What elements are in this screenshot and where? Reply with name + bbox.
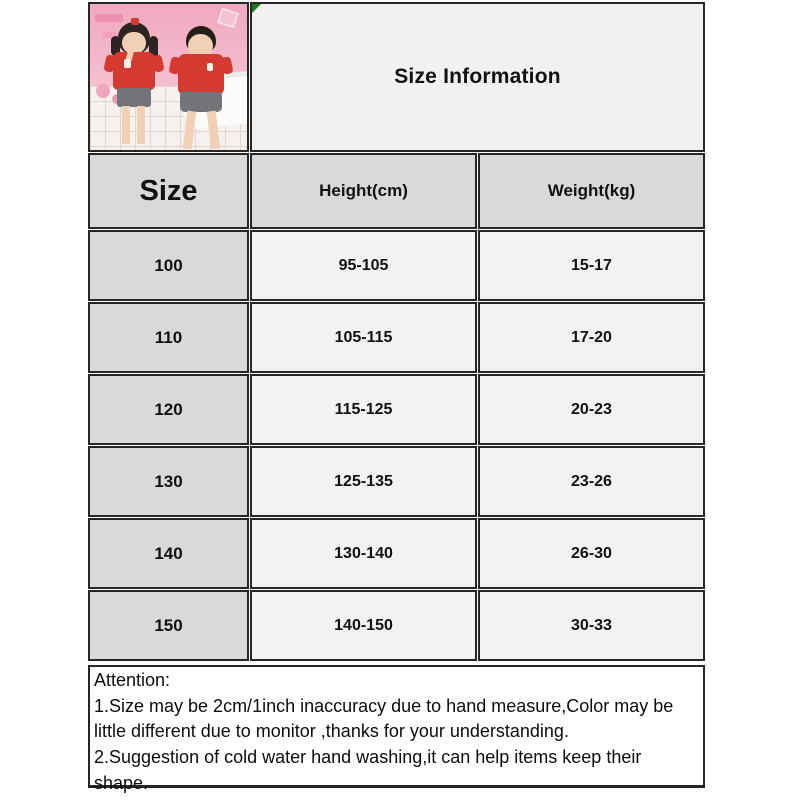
boy-face <box>188 34 213 56</box>
attention-note-2: 2.Suggestion of cold water hand washing,it can help items keep their shape. <box>94 747 642 793</box>
page-title: Size Information <box>394 65 561 88</box>
row-height-value: 125-135 <box>250 446 477 517</box>
column-header-height: Height(cm) <box>250 153 477 229</box>
row-height-value: 105-115 <box>250 302 477 373</box>
row-height-value: 95-105 <box>250 230 477 301</box>
size-table <box>88 2 705 661</box>
row-size-value: 120 <box>88 374 249 445</box>
column-header-weight: Weight(kg) <box>478 153 705 229</box>
girl-red-tshirt <box>113 52 155 90</box>
row-size-value: 140 <box>88 518 249 589</box>
size-information-title-cell <box>250 2 705 152</box>
girl-leg <box>137 106 145 144</box>
girl-leg <box>122 106 130 144</box>
row-weight-value: 15-17 <box>478 230 705 301</box>
pink-shelf <box>95 14 123 22</box>
tshirt-chest-print <box>207 63 213 71</box>
row-height-value: 140-150 <box>250 590 477 661</box>
girl-hair-bow <box>131 18 139 25</box>
column-header-size: Size <box>88 153 249 229</box>
attention-notes-box <box>88 665 705 793</box>
green-corner-marker-icon <box>252 4 261 13</box>
attention-title: Attention: <box>94 670 171 690</box>
product-photo <box>88 2 249 152</box>
row-size-value: 150 <box>88 590 249 661</box>
row-weight-value: 20-23 <box>478 374 705 445</box>
attention-note-1: 1.Size may be 2cm/1inch inaccuracy due to hand measure,Color may be little different due to monitor ,thanks for your understanding. <box>94 695 674 742</box>
girl-figure <box>104 22 166 150</box>
row-size-value: 130 <box>88 446 249 517</box>
size-chart-sheet <box>88 2 705 793</box>
row-size-value: 110 <box>88 302 249 373</box>
girl-grey-shorts <box>117 88 151 107</box>
row-weight-value: 26-30 <box>478 518 705 589</box>
boy-leg <box>207 111 221 150</box>
row-height-value: 115-125 <box>250 374 477 445</box>
row-size-value: 100 <box>88 230 249 301</box>
row-weight-value: 30-33 <box>478 590 705 661</box>
boy-red-tshirt <box>178 54 224 94</box>
tshirt-chest-print <box>124 59 131 68</box>
boy-figure <box>170 26 234 152</box>
row-weight-value: 17-20 <box>478 302 705 373</box>
row-height-value: 130-140 <box>250 518 477 589</box>
row-weight-value: 23-26 <box>478 446 705 517</box>
boy-grey-shorts <box>180 92 222 112</box>
boy-leg <box>183 111 197 150</box>
